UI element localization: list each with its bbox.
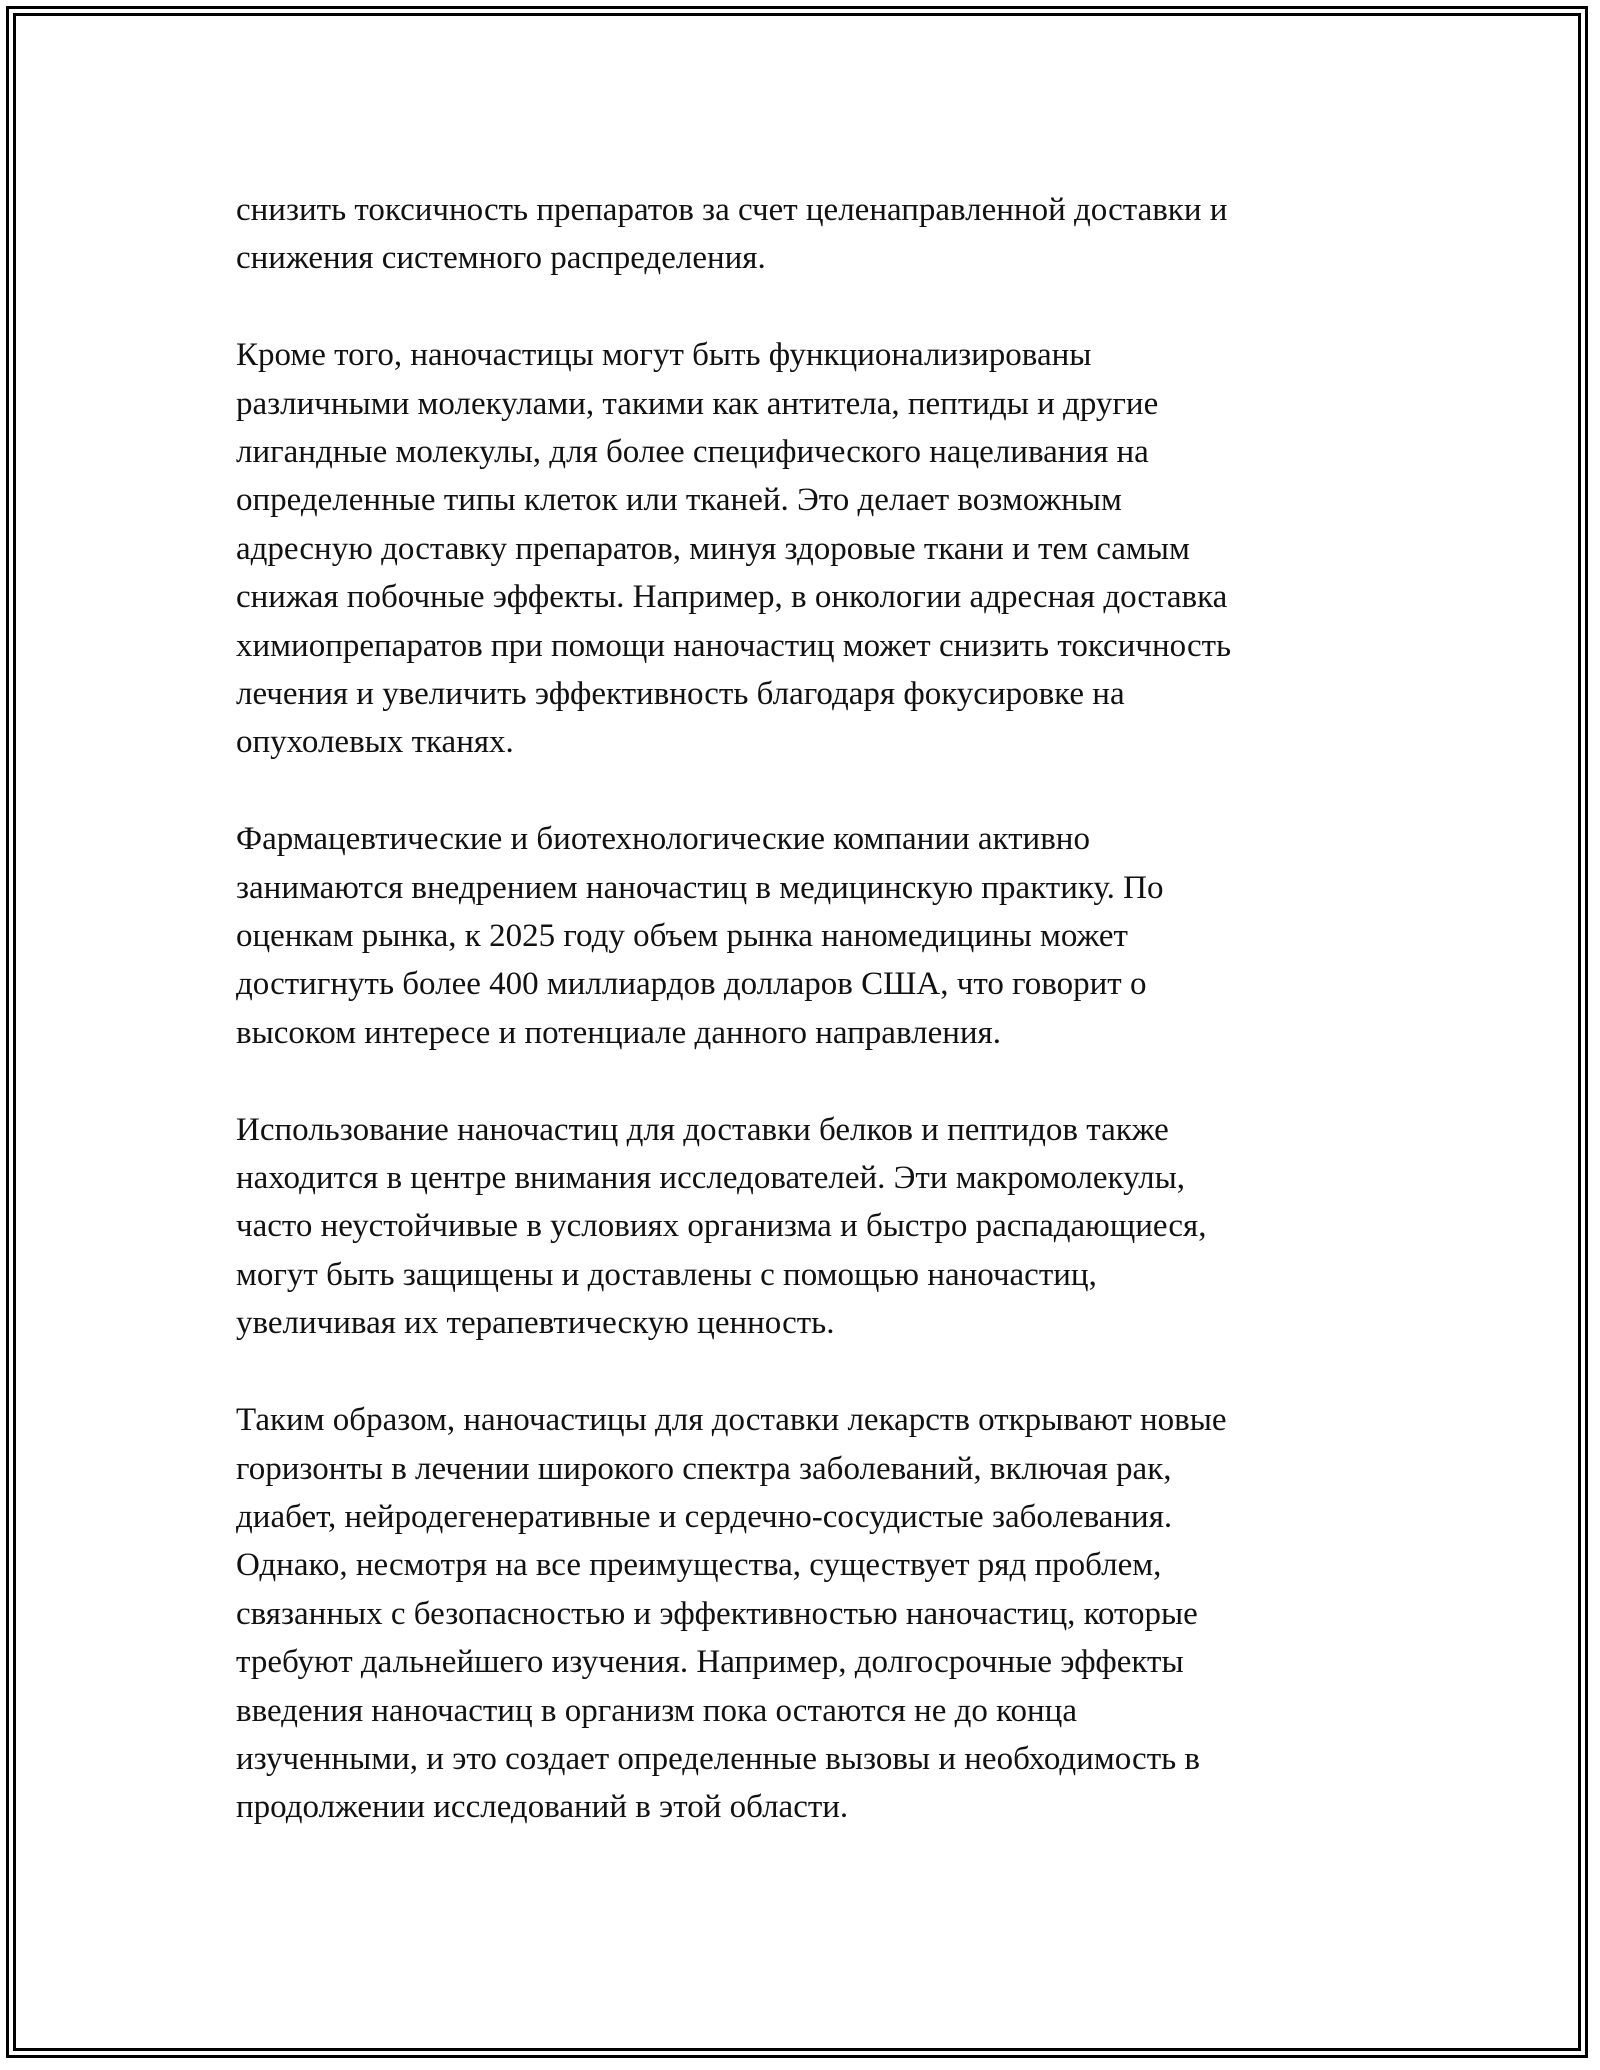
paragraph-3: Фармацевтические и биотехнологические компании активно занимаются внедрением наночастиц в медицинскую практику. По оценкам рынка, к 2025 году объем рынка наномедицины может достигнуть более 400 миллиардов долларов США, что говорит о высоком интересе и потенциале данного направления. — [236, 821, 1164, 1051]
paragraph-2: Кроме того, наночастицы могут быть функционализированы различными молекулами, такими как антитела, пептиды и другие лигандные молекулы, для более специфического нацеливания на определенные типы клеток или тканей. Это делает возможным адресную доставку препаратов, минуя здоровые ткани и тем самым снижая побочные эффекты. Например, в онкологии адресная доставка химиопрепаратов при помощи наночастиц может снизить токсичность лечения и увеличить эффективность благодаря фокусировке на опухолевых тканях. — [236, 337, 1232, 761]
paragraph-5: Таким образом, наночастицы для доставки лекарств открывают новые горизонты в лечении широкого спектра заболеваний, включая рак, диабет, нейродегенеративные и сердечно-сосудистые заболевания. Однако, несмотря на все преимущества, существует ряд проблем, связанных с безопасностью и эффективностью наночастиц, которые требуют дальнейшего изучения. Например, долгосрочные эффекты введения наночастиц в организм пока остаются не до конца изученными, и это создает определенные вызовы и необходимость в продолжении исследований в этой области. — [236, 1402, 1227, 1826]
paragraph-1: снизить токсичность препаратов за счет целенаправленной доставки и снижения системного распределения. — [236, 192, 1228, 277]
paragraph-4: Использование наночастиц для доставки белков и пептидов также находится в центре внимания исследователей. Эти макромолекулы, часто неустойчивые в условиях организма и быстро распадающиеся, могут быть защищены и доставлены с помощью наночастиц, увеличивая их терапевтическую ценность. — [236, 1111, 1207, 1342]
document-body — [236, 186, 1376, 1880]
